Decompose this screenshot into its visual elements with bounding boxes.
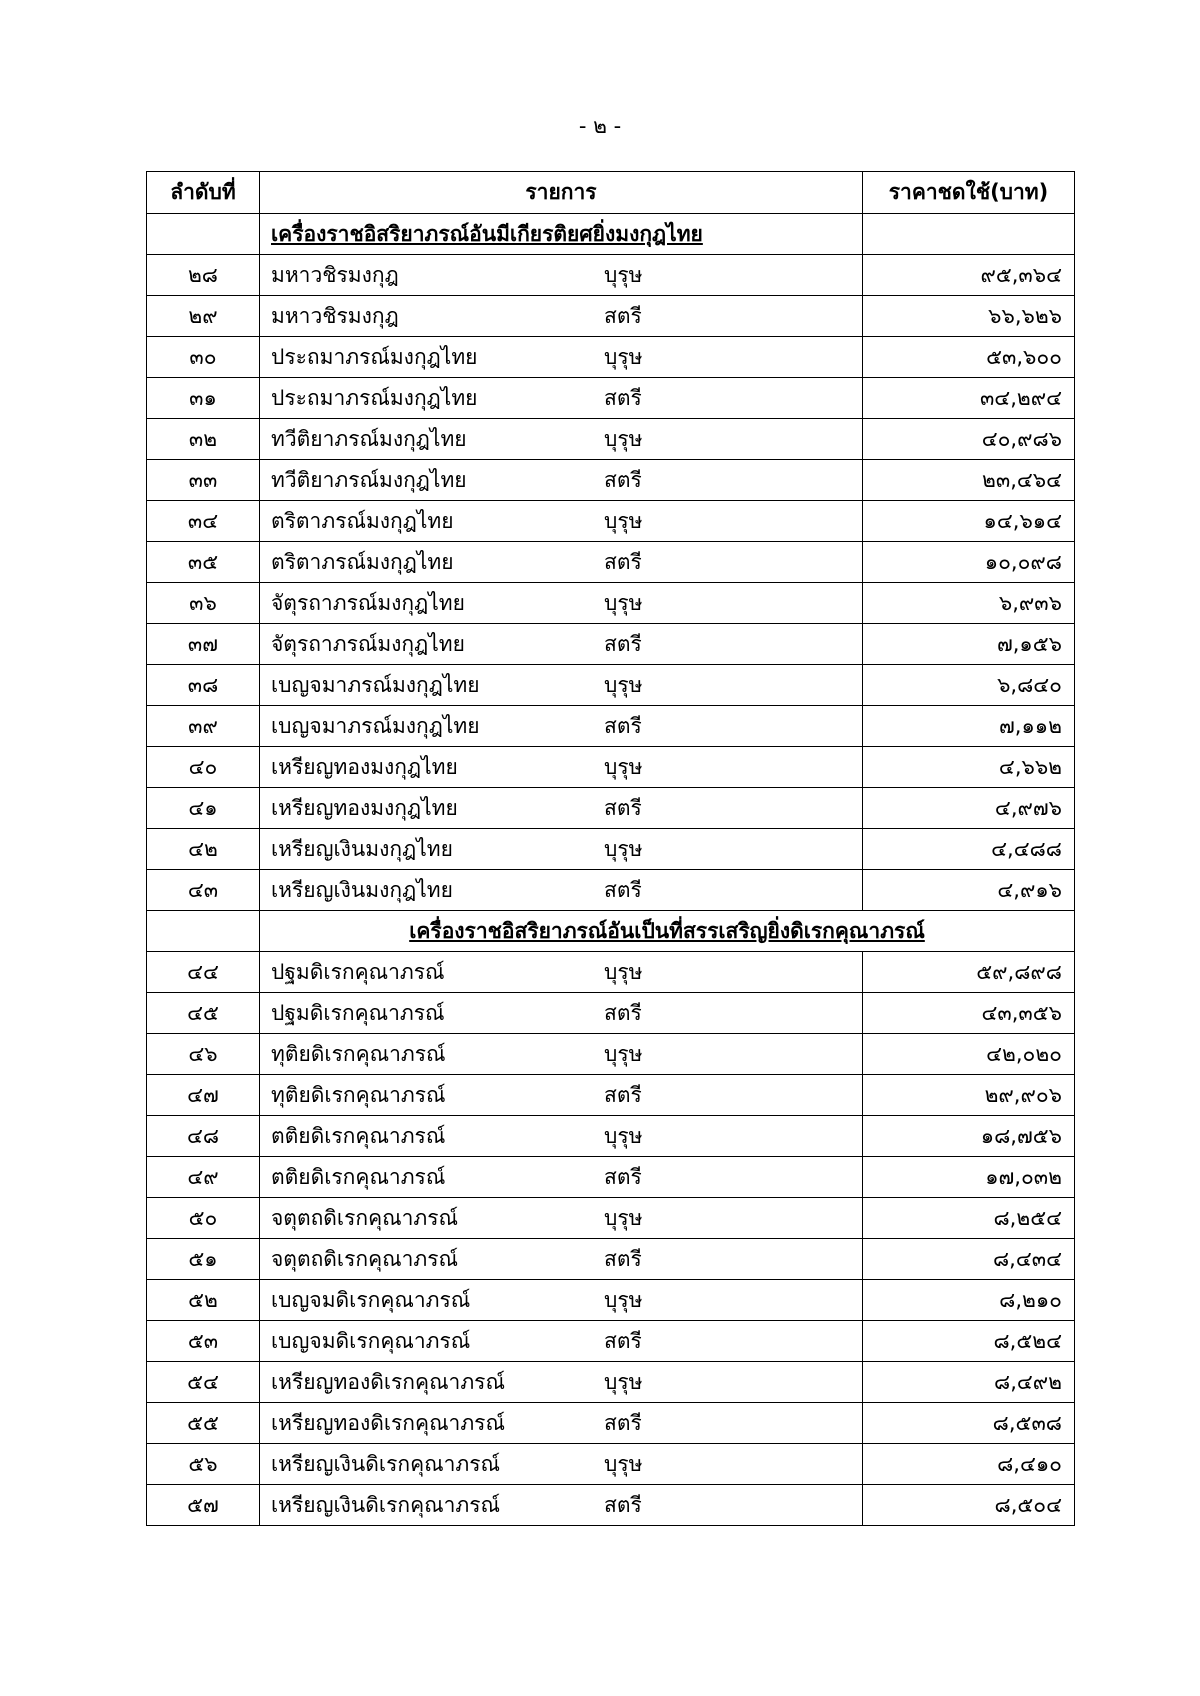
row-number: ๓๔ [147,501,260,542]
decoration-name: จตุตถดิเรกคุณาภรณ์ [271,1205,459,1230]
row-item [260,542,863,583]
row-number: ๓๐ [147,337,260,378]
decoration-gender: สตรี [604,1164,642,1189]
row-price: ๑๐,๐๙๘ [863,542,1075,583]
decoration-name: ตริตาภรณ์มงกุฎไทย [271,508,454,533]
decoration-gender: สตรี [604,549,642,574]
decoration-name: เหรียญทองดิเรกคุณาภรณ์ [271,1410,505,1435]
row-number: ๕๒ [147,1280,260,1321]
table-row [147,1116,1075,1157]
header-price: ราคาชดใช้(บาท) [863,172,1075,214]
row-item [260,706,863,747]
row-price: ๕๙,๘๙๘ [863,952,1075,993]
row-number: ๓๑ [147,378,260,419]
decoration-gender: บุรุษ [604,426,643,451]
table-row [147,665,1075,706]
row-item [260,1403,863,1444]
decoration-name: ตริตาภรณ์มงกุฎไทย [271,549,454,574]
row-item [260,993,863,1034]
row-item [260,296,863,337]
row-price: ๑๘,๗๕๖ [863,1116,1075,1157]
decoration-gender: สตรี [604,1492,642,1517]
row-item [260,1239,863,1280]
table-row [147,706,1075,747]
table-row [147,952,1075,993]
row-number: ๔๐ [147,747,260,788]
table-row [147,1157,1075,1198]
row-number: ๓๖ [147,583,260,624]
page-number: - ๒ - [578,114,622,138]
section-empty-cell [863,214,1075,255]
row-number: ๔๖ [147,1034,260,1075]
decoration-gender: บุรุษ [604,1287,643,1312]
row-number: ๕๖ [147,1444,260,1485]
row-number: ๔๔ [147,952,260,993]
decoration-gender: บุรุษ [604,1205,643,1230]
table-row [147,788,1075,829]
row-price: ๙๕,๓๖๔ [863,255,1075,296]
decoration-gender: สตรี [604,713,642,738]
decoration-name: ทวีติยาภรณ์มงกุฎไทย [271,426,467,451]
table-row [147,337,1075,378]
row-price: ๗,๑๑๒ [863,706,1075,747]
row-number: ๕๑ [147,1239,260,1280]
decoration-gender: บุรุษ [604,836,643,861]
table-row [147,296,1075,337]
decoration-name: เหรียญทองมงกุฎไทย [271,754,458,779]
row-price: ๑๔,๖๑๔ [863,501,1075,542]
row-number: ๔๘ [147,1116,260,1157]
decoration-name: จัตุรถาภรณ์มงกุฎไทย [271,631,465,656]
row-price: ๔,๖๖๒ [863,747,1075,788]
header-no: ลำดับที่ [147,172,260,214]
row-price: ๗,๑๕๖ [863,624,1075,665]
row-item [260,624,863,665]
row-price: ๘,๕๓๘ [863,1403,1075,1444]
decoration-gender: บุรุษ [604,508,643,533]
decoration-name: เหรียญเงินมงกุฎไทย [271,836,453,861]
row-item [260,1198,863,1239]
row-price: ๔๒,๐๒๐ [863,1034,1075,1075]
table-row [147,993,1075,1034]
decoration-name: จตุตถดิเรกคุณาภรณ์ [271,1246,459,1271]
decoration-name: ทุติยดิเรกคุณาภรณ์ [271,1082,446,1107]
decoration-gender: สตรี [604,385,642,410]
row-number: ๓๗ [147,624,260,665]
row-price: ๘,๔๓๔ [863,1239,1075,1280]
decoration-gender: สตรี [604,1410,642,1435]
row-number: ๓๘ [147,665,260,706]
header-item: รายการ [260,172,863,214]
decoration-gender: บุรุษ [604,344,643,369]
row-item [260,583,863,624]
row-number: ๕๗ [147,1485,260,1526]
row-item [260,1034,863,1075]
row-number: ๓๕ [147,542,260,583]
row-number: ๔๑ [147,788,260,829]
decoration-name: จัตุรถาภรณ์มงกุฎไทย [271,590,465,615]
table-row [147,1444,1075,1485]
row-item [260,1485,863,1526]
table-row [147,870,1075,911]
table-row [147,378,1075,419]
section-title: เครื่องราชอิสริยาภรณ์อันเป็นที่สรรเสริญยิ่งดิเรกคุณาภรณ์ [260,911,1075,952]
decoration-name: ทุติยดิเรกคุณาภรณ์ [271,1041,446,1066]
row-item [260,952,863,993]
row-item [260,1280,863,1321]
row-price: ๖,๘๔๐ [863,665,1075,706]
decoration-gender: บุรุษ [604,959,643,984]
row-item [260,378,863,419]
table-row [147,1362,1075,1403]
row-price: ๕๓,๖๐๐ [863,337,1075,378]
row-price: ๖๖,๖๒๖ [863,296,1075,337]
row-number: ๕๓ [147,1321,260,1362]
row-number: ๕๐ [147,1198,260,1239]
decoration-name: มหาวชิรมงกุฎ [271,303,399,328]
decoration-gender: บุรุษ [604,262,643,287]
row-price: ๔๐,๙๘๖ [863,419,1075,460]
table-row [147,1239,1075,1280]
row-price: ๘,๔๑๐ [863,1444,1075,1485]
table-row [147,1403,1075,1444]
table-row [147,1198,1075,1239]
table-row [147,1034,1075,1075]
decoration-gender: บุรุษ [604,1369,643,1394]
row-number: ๒๙ [147,296,260,337]
row-price: ๘,๕๒๔ [863,1321,1075,1362]
row-item [260,337,863,378]
decoration-name: เหรียญเงินดิเรกคุณาภรณ์ [271,1451,501,1476]
decoration-gender: บุรุษ [604,1041,643,1066]
section-empty-cell [147,214,260,255]
decoration-gender: สตรี [604,467,642,492]
decoration-name: เหรียญเงินดิเรกคุณาภรณ์ [271,1492,501,1517]
table-body [147,214,1075,1526]
decoration-gender: บุรุษ [604,672,643,697]
row-price: ๔,๔๘๘ [863,829,1075,870]
row-price: ๘,๒๑๐ [863,1280,1075,1321]
table-row [147,1280,1075,1321]
row-item [260,829,863,870]
row-number: ๕๔ [147,1362,260,1403]
row-item [260,419,863,460]
decoration-name: ประถมาภรณ์มงกุฎไทย [271,385,478,410]
table-row [147,419,1075,460]
decoration-gender: สตรี [604,1246,642,1271]
table-row [147,255,1075,296]
decoration-name: เบญจมาภรณ์มงกุฎไทย [271,713,480,738]
decoration-name: ตติยดิเรกคุณาภรณ์ [271,1164,446,1189]
decoration-gender: บุรุษ [604,754,643,779]
decoration-name: เบญจมดิเรกคุณาภรณ์ [271,1328,471,1353]
row-price: ๑๗,๐๓๒ [863,1157,1075,1198]
decoration-gender: บุรุษ [604,1123,643,1148]
row-number: ๔๕ [147,993,260,1034]
row-price: ๔,๙๑๖ [863,870,1075,911]
row-item [260,1116,863,1157]
table-row [147,501,1075,542]
decoration-gender: สตรี [604,303,642,328]
row-item [260,1075,863,1116]
row-number: ๔๒ [147,829,260,870]
decoration-gender: สตรี [604,877,642,902]
decoration-gender: สตรี [604,1082,642,1107]
decoration-gender: สตรี [604,795,642,820]
decoration-gender: สตรี [604,1000,642,1025]
decoration-name: เหรียญทองมงกุฎไทย [271,795,458,820]
table-row [147,460,1075,501]
row-price: ๘,๒๕๔ [863,1198,1075,1239]
row-item [260,788,863,829]
decoration-name: เบญจมดิเรกคุณาภรณ์ [271,1287,471,1312]
row-number: ๕๕ [147,1403,260,1444]
row-price: ๔๓,๓๕๖ [863,993,1075,1034]
row-item [260,255,863,296]
decoration-gender: บุรุษ [604,590,643,615]
row-item [260,1444,863,1485]
table-row [147,542,1075,583]
decoration-price-table [146,171,1075,1526]
table-row [147,747,1075,788]
section-empty-cell [147,911,260,952]
row-price: ๔,๙๗๖ [863,788,1075,829]
decoration-name: ปฐมดิเรกคุณาภรณ์ [271,1000,445,1025]
row-price: ๖,๙๓๖ [863,583,1075,624]
table-row [147,1321,1075,1362]
row-number: ๓๓ [147,460,260,501]
decoration-name: เหรียญเงินมงกุฎไทย [271,877,453,902]
row-item [260,460,863,501]
section-header-row [147,911,1075,952]
decoration-name: เบญจมาภรณ์มงกุฎไทย [271,672,480,697]
table-header-row [147,172,1075,214]
decoration-name: เหรียญทองดิเรกคุณาภรณ์ [271,1369,505,1394]
table-row [147,829,1075,870]
row-item [260,1362,863,1403]
row-price: ๓๔,๒๙๔ [863,378,1075,419]
row-price: ๒๙,๙๐๖ [863,1075,1075,1116]
row-price: ๘,๕๐๔ [863,1485,1075,1526]
row-price: ๘,๔๙๒ [863,1362,1075,1403]
decoration-gender: บุรุษ [604,1451,643,1476]
section-header-row [147,214,1075,255]
table-row [147,1075,1075,1116]
table-row [147,1485,1075,1526]
decoration-name: ปฐมดิเรกคุณาภรณ์ [271,959,445,984]
row-number: ๓๒ [147,419,260,460]
decoration-name: ประถมาภรณ์มงกุฎไทย [271,344,478,369]
row-number: ๓๙ [147,706,260,747]
row-number: ๒๘ [147,255,260,296]
row-number: ๔๗ [147,1075,260,1116]
row-price: ๒๓,๔๖๔ [863,460,1075,501]
decoration-gender: สตรี [604,631,642,656]
section-title: เครื่องราชอิสริยาภรณ์อันมีเกียรติยศยิ่งมงกุฎไทย [260,214,863,255]
row-item [260,1157,863,1198]
decoration-name: มหาวชิรมงกุฎ [271,262,399,287]
row-item [260,1321,863,1362]
decoration-gender: สตรี [604,1328,642,1353]
row-item [260,870,863,911]
row-item [260,501,863,542]
table-row [147,624,1075,665]
row-number: ๔๓ [147,870,260,911]
row-item [260,747,863,788]
decoration-name: ตติยดิเรกคุณาภรณ์ [271,1123,446,1148]
row-item [260,665,863,706]
decoration-name: ทวีติยาภรณ์มงกุฎไทย [271,467,467,492]
row-number: ๔๙ [147,1157,260,1198]
table-row [147,583,1075,624]
